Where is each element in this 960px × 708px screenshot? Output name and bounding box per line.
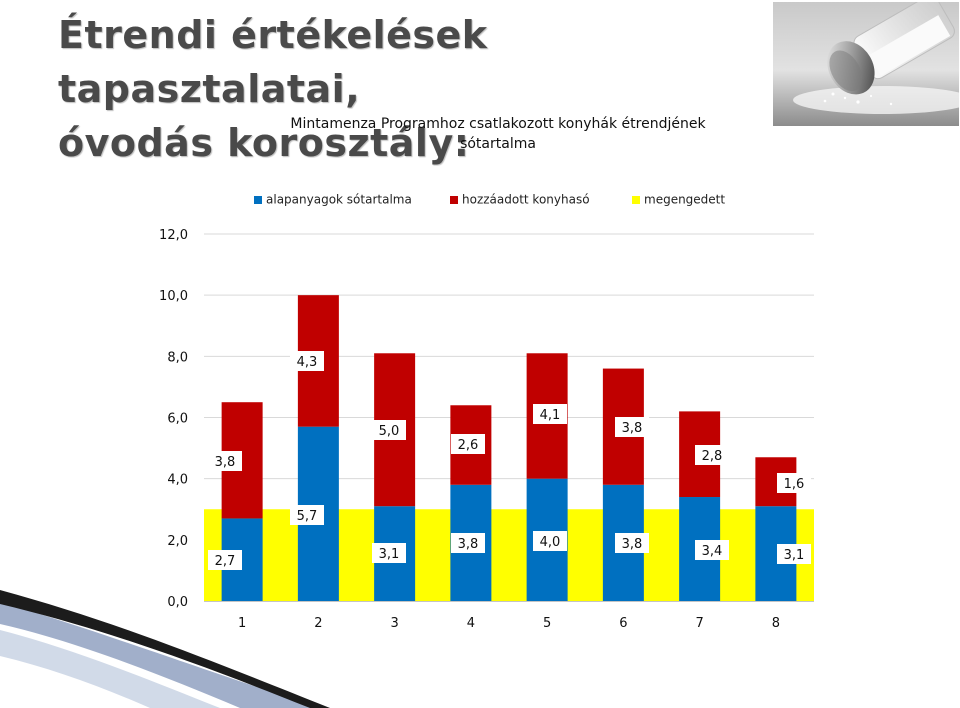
slide-title-line1: Étrendi értékelések tapasztalatai, (58, 13, 488, 111)
y-tick-label: 12,0 (159, 228, 188, 243)
y-tick-label: 0,0 (167, 595, 188, 610)
data-label-series-1: 3,4 (701, 544, 723, 559)
x-tick-label: 2 (314, 616, 323, 631)
data-label-series-1: 3,1 (783, 548, 805, 563)
legend-label-reference: megengedett (644, 192, 726, 207)
data-label-series-1: 3,1 (378, 547, 400, 562)
chart-title-line1: Mintamenza Programhoz csatlakozott konyhák étrendjének (290, 116, 706, 132)
legend-label-series-1: alapanyagok sótartalma (266, 192, 412, 207)
x-tick-label: 4 (466, 616, 476, 631)
chart-title-line2: sótartalma (460, 136, 536, 152)
data-label-series-2: 3,8 (621, 421, 643, 436)
y-tick-label: 6,0 (167, 411, 188, 427)
x-tick-label: 1 (237, 616, 247, 631)
x-tick-label: 3 (390, 616, 399, 631)
y-tick-label: 2,0 (167, 533, 188, 549)
data-label-series-2: 5,0 (378, 424, 400, 439)
data-label-series-2: 2,6 (457, 438, 479, 453)
data-label-series-1: 3,8 (457, 537, 479, 552)
x-tick-label: 7 (695, 616, 704, 631)
y-tick-label: 4,0 (167, 472, 188, 488)
data-label-series-2: 4,1 (539, 408, 561, 423)
x-tick-label: 5 (542, 616, 552, 631)
data-label-series-1: 3,8 (621, 537, 643, 552)
slide-title-line2: óvodás korosztály: (58, 121, 470, 165)
data-label-series-1: 4,0 (539, 535, 561, 550)
y-tick-label: 10,0 (159, 289, 188, 305)
data-label-series-2: 2,8 (701, 449, 723, 464)
x-tick-label: 8 (771, 616, 781, 631)
data-label-series-2: 1,6 (783, 477, 805, 492)
data-label-series-2: 3,8 (214, 455, 236, 470)
decorative-swoosh (0, 590, 360, 708)
legend-label-series-2: hozzáadott konyhasó (462, 192, 590, 207)
data-label-series-1: 2,7 (214, 554, 236, 569)
data-label-series-2: 4,3 (296, 355, 318, 370)
data-label-series-1: 5,7 (296, 509, 318, 524)
x-tick-label: 6 (619, 616, 628, 631)
y-tick-label: 8,0 (167, 350, 188, 366)
